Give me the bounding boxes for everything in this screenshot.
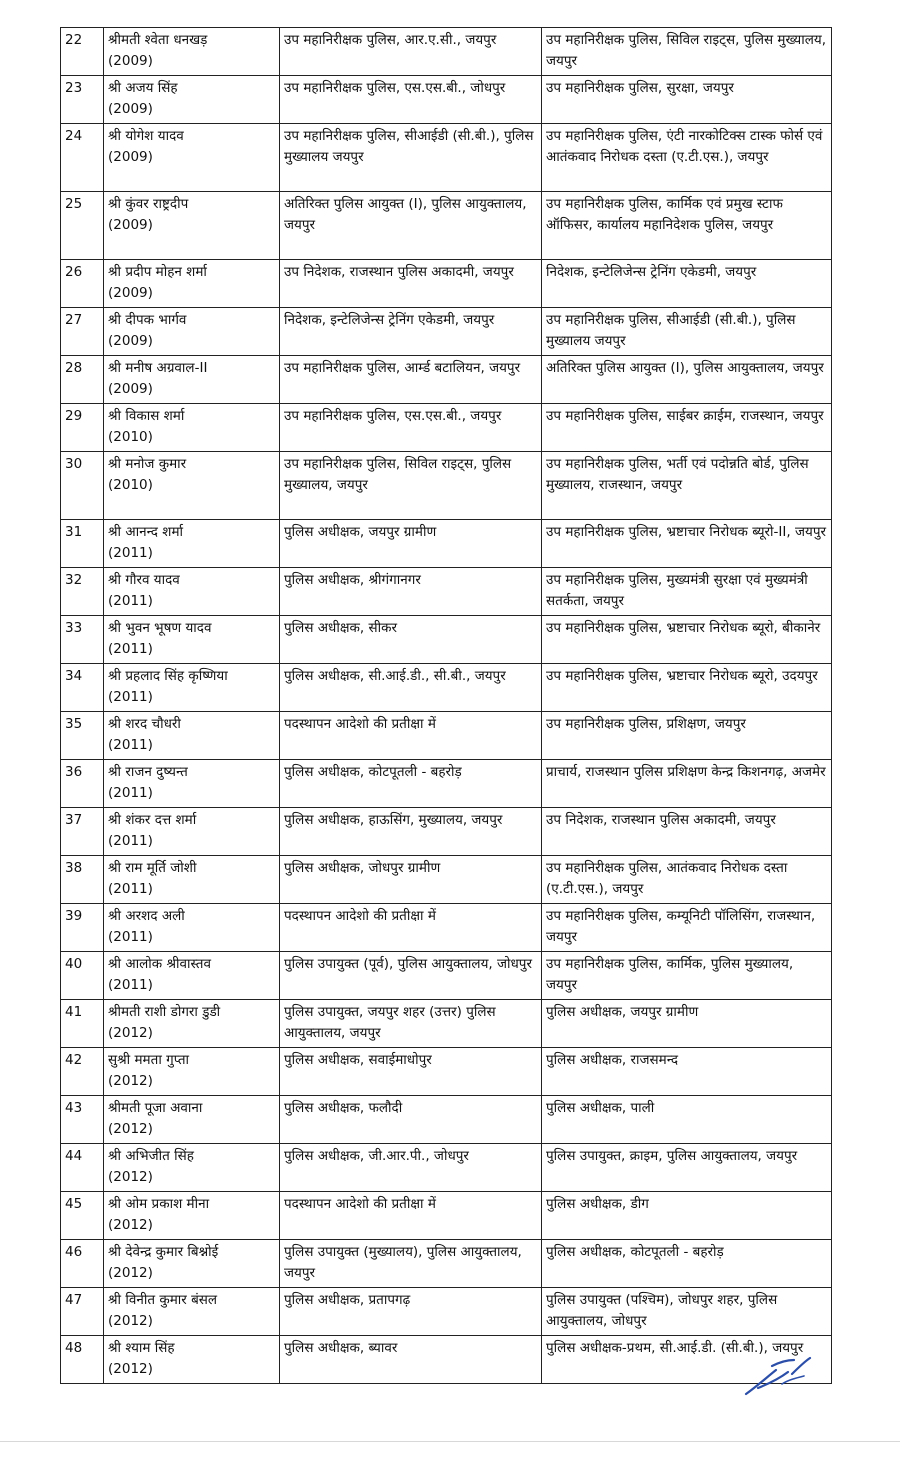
- serial-number: 46: [61, 1240, 104, 1288]
- batch-year: (2011): [108, 689, 153, 705]
- current-posting: पुलिस अधीक्षक, सी.आई.डी., सी.बी., जयपुर: [280, 664, 542, 712]
- officer-cell: [104, 856, 280, 904]
- serial-number: 40: [61, 952, 104, 1000]
- table-row: [61, 952, 832, 1000]
- new-posting: उप महानिरीक्षक पुलिस, साईबर क्राईम, राजस्थान, जयपुर: [542, 404, 832, 452]
- table-row: [61, 856, 832, 904]
- batch-year: (2011): [108, 977, 153, 993]
- officer-cell: [104, 1144, 280, 1192]
- serial-number: 27: [61, 308, 104, 356]
- current-posting: उप महानिरीक्षक पुलिस, सिविल राइट्स, पुलिस मुख्यालय, जयपुर: [280, 452, 542, 520]
- batch-year: (2011): [108, 545, 153, 561]
- officer-cell: [104, 712, 280, 760]
- batch-year: (2010): [108, 429, 153, 445]
- officer-cell: [104, 1336, 280, 1384]
- new-posting: उप महानिरीक्षक पुलिस, कार्मिक, पुलिस मुख्यालय, जयपुर: [542, 952, 832, 1000]
- officer-name: श्री देवेन्द्र कुमार बिश्नोई: [108, 1244, 219, 1260]
- new-posting: पुलिस अधीक्षक-प्रथम, सी.आई.डी. (सी.बी.), जयपुर: [542, 1336, 832, 1384]
- new-posting: उप महानिरीक्षक पुलिस, आतंकवाद निरोधक दस्ता (ए.टी.एस.), जयपुर: [542, 856, 832, 904]
- officer-cell: [104, 808, 280, 856]
- new-posting: उप महानिरीक्षक पुलिस, भ्रष्टाचार निरोधक ब्यूरो-II, जयपुर: [542, 520, 832, 568]
- serial-number: 29: [61, 404, 104, 452]
- table-row: [61, 452, 832, 520]
- officer-name: श्री आलोक श्रीवास्तव: [108, 956, 211, 972]
- current-posting: पुलिस अधीक्षक, हाऊसिंग, मुख्यालय, जयपुर: [280, 808, 542, 856]
- table-row: [61, 356, 832, 404]
- batch-year: (2009): [108, 149, 153, 165]
- batch-year: (2012): [108, 1121, 153, 1137]
- serial-number: 47: [61, 1288, 104, 1336]
- officer-name: श्री विनीत कुमार बंसल: [108, 1292, 218, 1308]
- table-row: [61, 260, 832, 308]
- new-posting: उप महानिरीक्षक पुलिस, सीआईडी (सी.बी.), पुलिस मुख्यालय जयपुर: [542, 308, 832, 356]
- officer-cell: [104, 1096, 280, 1144]
- current-posting: पुलिस अधीक्षक, प्रतापगढ़: [280, 1288, 542, 1336]
- new-posting: पुलिस उपायुक्त (पश्चिम), जोधपुर शहर, पुलिस आयुक्तालय, जोधपुर: [542, 1288, 832, 1336]
- serial-number: 36: [61, 760, 104, 808]
- batch-year: (2012): [108, 1265, 153, 1281]
- table-row: [61, 308, 832, 356]
- batch-year: (2011): [108, 929, 153, 945]
- officer-name: श्री विकास शर्मा: [108, 408, 185, 424]
- posting-table-body: [61, 28, 832, 1384]
- current-posting: पुलिस अधीक्षक, कोटपूतली - बहरोड़: [280, 760, 542, 808]
- officer-name: श्री दीपक भार्गव: [108, 312, 187, 328]
- new-posting: उप महानिरीक्षक पुलिस, सुरक्षा, जयपुर: [542, 76, 832, 124]
- table-row: [61, 192, 832, 260]
- officer-name: श्री शंकर दत्त शर्मा: [108, 812, 197, 828]
- new-posting: उप महानिरीक्षक पुलिस, प्रशिक्षण, जयपुर: [542, 712, 832, 760]
- officer-cell: [104, 404, 280, 452]
- new-posting: प्राचार्य, राजस्थान पुलिस प्रशिक्षण केन्द्र किशनगढ़, अजमेर: [542, 760, 832, 808]
- batch-year: (2009): [108, 285, 153, 301]
- officer-cell: [104, 1240, 280, 1288]
- new-posting: उप निदेशक, राजस्थान पुलिस अकादमी, जयपुर: [542, 808, 832, 856]
- officer-name: श्रीमती श्वेता धनखड़: [108, 32, 208, 48]
- table-row: [61, 1336, 832, 1384]
- serial-number: 25: [61, 192, 104, 260]
- batch-year: (2012): [108, 1025, 153, 1041]
- new-posting: पुलिस अधीक्षक, राजसमन्द: [542, 1048, 832, 1096]
- batch-year: (2009): [108, 333, 153, 349]
- new-posting: उप महानिरीक्षक पुलिस, सिविल राइट्स, पुलिस मुख्यालय, जयपुर: [542, 28, 832, 76]
- new-posting: उप महानिरीक्षक पुलिस, कम्यूनिटी पॉलिसिंग, राजस्थान, जयपुर: [542, 904, 832, 952]
- officer-name: श्री आनन्द शर्मा: [108, 524, 184, 540]
- officer-name: श्री राजन दुष्यन्त: [108, 764, 188, 780]
- batch-year: (2012): [108, 1169, 153, 1185]
- officer-name: श्री प्रदीप मोहन शर्मा: [108, 264, 207, 280]
- new-posting: पुलिस अधीक्षक, कोटपूतली - बहरोड़: [542, 1240, 832, 1288]
- officer-name: श्री ओम प्रकाश मीना: [108, 1196, 210, 1212]
- batch-year: (2012): [108, 1361, 153, 1377]
- table-row: [61, 404, 832, 452]
- new-posting: उप महानिरीक्षक पुलिस, मुख्यमंत्री सुरक्षा एवं मुख्यमंत्री सतर्कता, जयपुर: [542, 568, 832, 616]
- serial-number: 34: [61, 664, 104, 712]
- officer-name: श्री अरशद अली: [108, 908, 185, 924]
- serial-number: 22: [61, 28, 104, 76]
- serial-number: 32: [61, 568, 104, 616]
- new-posting: उप महानिरीक्षक पुलिस, भ्रष्टाचार निरोधक ब्यूरो, उदयपुर: [542, 664, 832, 712]
- batch-year: (2012): [108, 1313, 153, 1329]
- current-posting: पुलिस उपायुक्त, जयपुर शहर (उत्तर) पुलिस आयुक्तालय, जयपुर: [280, 1000, 542, 1048]
- serial-number: 37: [61, 808, 104, 856]
- officer-cell: [104, 1192, 280, 1240]
- current-posting: पदस्थापन आदेशो की प्रतीक्षा में: [280, 904, 542, 952]
- serial-number: 23: [61, 76, 104, 124]
- officer-cell: [104, 568, 280, 616]
- serial-number: 41: [61, 1000, 104, 1048]
- officer-cell: [104, 520, 280, 568]
- officer-name: श्री मनोज कुमार: [108, 456, 187, 472]
- serial-number: 44: [61, 1144, 104, 1192]
- table-row: [61, 1240, 832, 1288]
- table-row: [61, 28, 832, 76]
- current-posting: पुलिस अधीक्षक, फलौदी: [280, 1096, 542, 1144]
- serial-number: 26: [61, 260, 104, 308]
- officer-cell: [104, 664, 280, 712]
- table-row: [61, 568, 832, 616]
- officer-cell: [104, 308, 280, 356]
- table-row: [61, 1096, 832, 1144]
- officer-name: श्री मनीष अग्रवाल-II: [108, 360, 208, 376]
- batch-year: (2011): [108, 737, 153, 753]
- new-posting: पुलिस अधीक्षक, डीग: [542, 1192, 832, 1240]
- batch-year: (2009): [108, 101, 153, 117]
- table-row: [61, 1144, 832, 1192]
- table-row: [61, 124, 832, 192]
- officer-name: श्री राम मूर्ति जोशी: [108, 860, 197, 876]
- current-posting: उप महानिरीक्षक पुलिस, आर.ए.सी., जयपुर: [280, 28, 542, 76]
- new-posting: उप महानिरीक्षक पुलिस, कार्मिक एवं प्रमुख स्टाफ ऑफिसर, कार्यालय महानिदेशक पुलिस, जयपुर: [542, 192, 832, 260]
- officer-name: श्री अजय सिंह: [108, 80, 178, 96]
- current-posting: उप निदेशक, राजस्थान पुलिस अकादमी, जयपुर: [280, 260, 542, 308]
- officer-cell: [104, 952, 280, 1000]
- officer-name: श्रीमती पूजा अवाना: [108, 1100, 203, 1116]
- posting-table: [60, 27, 832, 1384]
- page-bottom-rule: [0, 1441, 900, 1442]
- batch-year: (2011): [108, 641, 153, 657]
- officer-name: श्री अभिजीत सिंह: [108, 1148, 194, 1164]
- serial-number: 28: [61, 356, 104, 404]
- batch-year: (2011): [108, 785, 153, 801]
- officer-cell: [104, 260, 280, 308]
- current-posting: पुलिस अधीक्षक, जयपुर ग्रामीण: [280, 520, 542, 568]
- serial-number: 42: [61, 1048, 104, 1096]
- officer-name: सुश्री ममता गुप्ता: [108, 1052, 190, 1068]
- serial-number: 33: [61, 616, 104, 664]
- current-posting: पुलिस अधीक्षक, ब्यावर: [280, 1336, 542, 1384]
- officer-cell: [104, 76, 280, 124]
- current-posting: उप महानिरीक्षक पुलिस, एस.एस.बी., जयपुर: [280, 404, 542, 452]
- current-posting: पुलिस अधीक्षक, सवाईमाधोपुर: [280, 1048, 542, 1096]
- table-row: [61, 760, 832, 808]
- new-posting: पुलिस अधीक्षक, जयपुर ग्रामीण: [542, 1000, 832, 1048]
- new-posting: उप महानिरीक्षक पुलिस, भर्ती एवं पदोन्नति बोर्ड, पुलिस मुख्यालय, राजस्थान, जयपुर: [542, 452, 832, 520]
- officer-name: श्री प्रहलाद सिंह कृष्णिया: [108, 668, 228, 684]
- current-posting: पुलिस अधीक्षक, श्रीगंगानगर: [280, 568, 542, 616]
- current-posting: पदस्थापन आदेशो की प्रतीक्षा में: [280, 712, 542, 760]
- current-posting: पदस्थापन आदेशो की प्रतीक्षा में: [280, 1192, 542, 1240]
- serial-number: 43: [61, 1096, 104, 1144]
- current-posting: उप महानिरीक्षक पुलिस, आर्म्ड बटालियन, जयपुर: [280, 356, 542, 404]
- serial-number: 38: [61, 856, 104, 904]
- batch-year: (2009): [108, 53, 153, 69]
- officer-name: श्री श्याम सिंह: [108, 1340, 175, 1356]
- new-posting: उप महानिरीक्षक पुलिस, भ्रष्टाचार निरोधक ब्यूरो, बीकानेर: [542, 616, 832, 664]
- current-posting: निदेशक, इन्टेलिजेन्स ट्रेनिंग एकेडमी, जयपुर: [280, 308, 542, 356]
- current-posting: पुलिस उपायुक्त (मुख्यालय), पुलिस आयुक्तालय, जयपुर: [280, 1240, 542, 1288]
- serial-number: 39: [61, 904, 104, 952]
- batch-year: (2010): [108, 477, 153, 493]
- serial-number: 48: [61, 1336, 104, 1384]
- current-posting: पुलिस अधीक्षक, जी.आर.पी., जोधपुर: [280, 1144, 542, 1192]
- batch-year: (2011): [108, 593, 153, 609]
- current-posting: उप महानिरीक्षक पुलिस, एस.एस.बी., जोधपुर: [280, 76, 542, 124]
- officer-cell: [104, 1000, 280, 1048]
- new-posting: पुलिस अधीक्षक, पाली: [542, 1096, 832, 1144]
- posting-table-container: [60, 27, 832, 1384]
- officer-name: श्रीमती राशी डोगरा डुडी: [108, 1004, 221, 1020]
- batch-year: (2012): [108, 1217, 153, 1233]
- batch-year: (2012): [108, 1073, 153, 1089]
- table-row: [61, 1048, 832, 1096]
- current-posting: पुलिस अधीक्षक, सीकर: [280, 616, 542, 664]
- new-posting: निदेशक, इन्टेलिजेन्स ट्रेनिंग एकेडमी, जयपुर: [542, 260, 832, 308]
- batch-year: (2011): [108, 881, 153, 897]
- officer-name: श्री गौरव यादव: [108, 572, 180, 588]
- officer-cell: [104, 616, 280, 664]
- table-row: [61, 616, 832, 664]
- officer-cell: [104, 904, 280, 952]
- table-row: [61, 1000, 832, 1048]
- table-row: [61, 520, 832, 568]
- serial-number: 35: [61, 712, 104, 760]
- new-posting: अतिरिक्त पुलिस आयुक्त (I), पुलिस आयुक्तालय, जयपुर: [542, 356, 832, 404]
- officer-name: श्री शरद चौधरी: [108, 716, 181, 732]
- current-posting: पुलिस अधीक्षक, जोधपुर ग्रामीण: [280, 856, 542, 904]
- table-row: [61, 1288, 832, 1336]
- batch-year: (2011): [108, 833, 153, 849]
- batch-year: (2009): [108, 217, 153, 233]
- table-row: [61, 904, 832, 952]
- officer-cell: [104, 124, 280, 192]
- new-posting: पुलिस उपायुक्त, क्राइम, पुलिस आयुक्तालय, जयपुर: [542, 1144, 832, 1192]
- serial-number: 24: [61, 124, 104, 192]
- table-row: [61, 1192, 832, 1240]
- table-row: [61, 76, 832, 124]
- new-posting: उप महानिरीक्षक पुलिस, एंटी नारकोटिक्स टास्क फोर्स एवं आतंकवाद निरोधक दस्ता (ए.टी.एस.), जयपुर: [542, 124, 832, 192]
- signature-mark: [742, 1354, 814, 1398]
- officer-cell: [104, 1288, 280, 1336]
- current-posting: उप महानिरीक्षक पुलिस, सीआईडी (सी.बी.), पुलिस मुख्यालय जयपुर: [280, 124, 542, 192]
- officer-name: श्री भुवन भूषण यादव: [108, 620, 212, 636]
- table-row: [61, 712, 832, 760]
- table-row: [61, 808, 832, 856]
- table-row: [61, 664, 832, 712]
- officer-cell: [104, 1048, 280, 1096]
- officer-cell: [104, 28, 280, 76]
- officer-name: श्री योगेश यादव: [108, 128, 184, 144]
- serial-number: 45: [61, 1192, 104, 1240]
- serial-number: 30: [61, 452, 104, 520]
- serial-number: 31: [61, 520, 104, 568]
- current-posting: अतिरिक्त पुलिस आयुक्त (I), पुलिस आयुक्तालय, जयपुर: [280, 192, 542, 260]
- officer-cell: [104, 356, 280, 404]
- officer-name: श्री कुंवर राष्ट्रदीप: [108, 196, 189, 212]
- batch-year: (2009): [108, 381, 153, 397]
- officer-cell: [104, 452, 280, 520]
- officer-cell: [104, 192, 280, 260]
- current-posting: पुलिस उपायुक्त (पूर्व), पुलिस आयुक्तालय, जोधपुर: [280, 952, 542, 1000]
- officer-cell: [104, 760, 280, 808]
